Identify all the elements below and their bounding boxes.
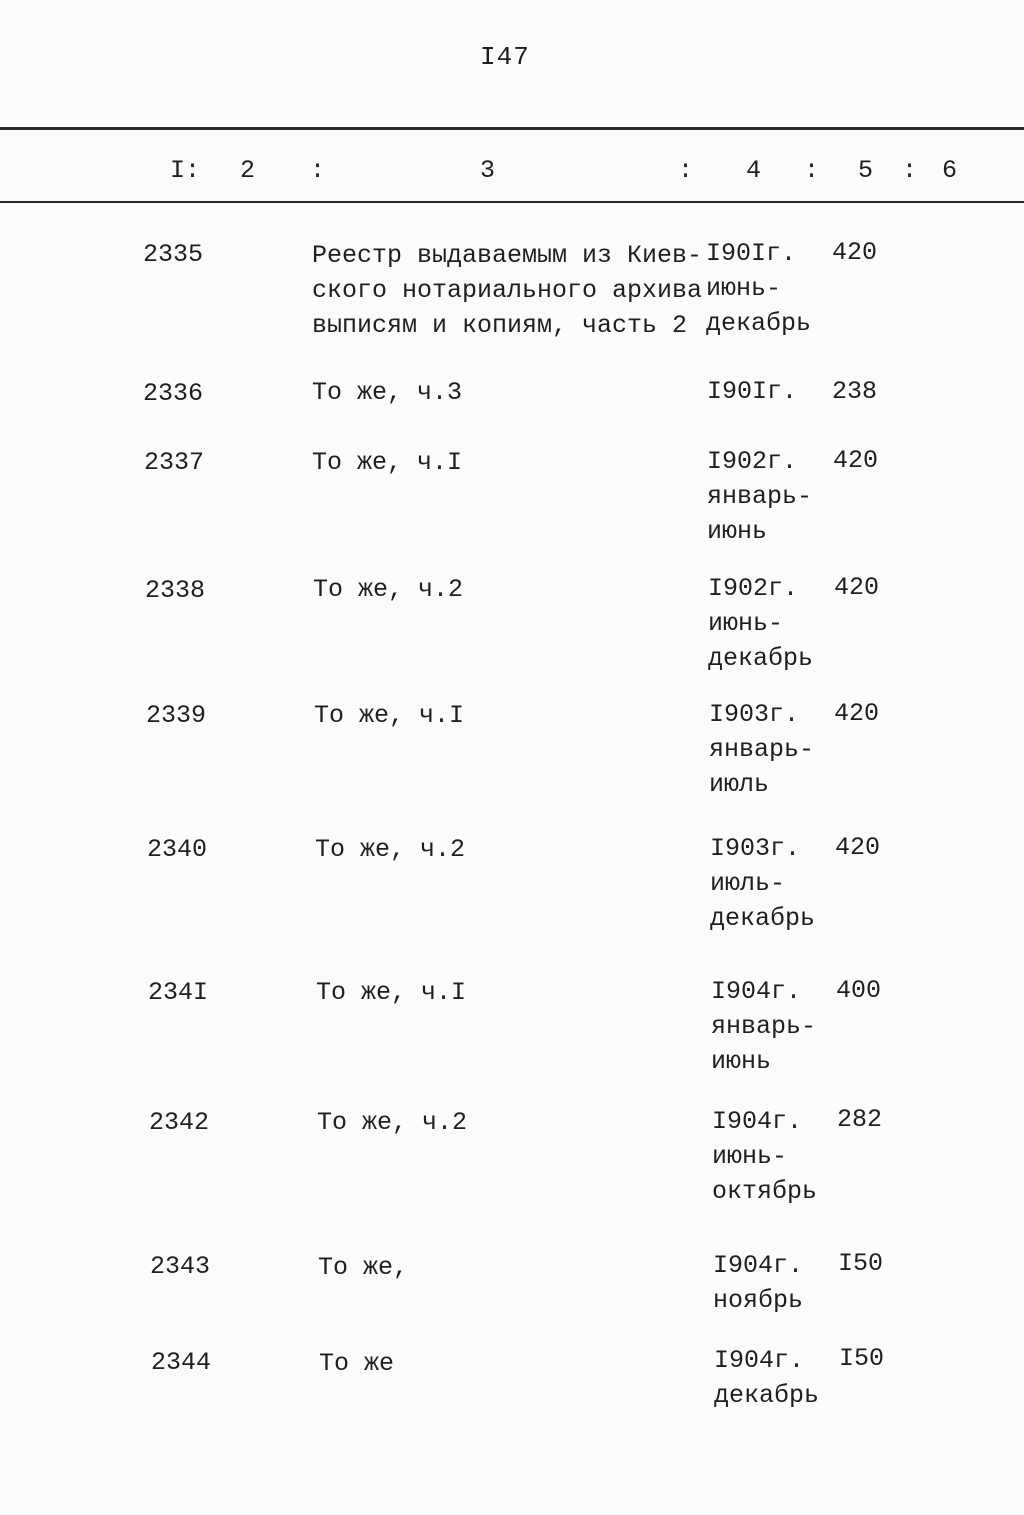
header-top-rule: [0, 127, 1024, 130]
header-col-1: I:: [170, 156, 201, 185]
header-col-6: 6: [942, 156, 958, 185]
header-separator: :: [804, 156, 820, 185]
row-sheets: I50: [839, 1344, 885, 1373]
row-sheets: I50: [838, 1249, 884, 1278]
row-number: 2343: [150, 1252, 211, 1281]
row-title: То же, ч.I: [316, 978, 467, 1007]
row-dates: I90Iг.: [707, 377, 798, 406]
header-col-3: 3: [480, 156, 496, 185]
row-sheets: 420: [834, 573, 880, 602]
header-col-4: 4: [746, 156, 762, 185]
row-dates: I904г. июнь- октябрь: [712, 1107, 818, 1206]
row-sheets: 420: [834, 699, 880, 728]
row-title: То же, ч.I: [314, 701, 465, 730]
row-dates: I903г. январь- июль: [709, 700, 815, 799]
row-title: То же, ч.3: [312, 378, 463, 407]
row-number: 2338: [145, 576, 206, 605]
row-number: 234I: [148, 978, 209, 1007]
header-col-2: 2: [240, 156, 256, 185]
page-number: I47: [480, 42, 530, 72]
row-title: То же, ч.I: [312, 448, 463, 477]
row-sheets: 420: [833, 446, 879, 475]
row-title: То же, ч.2: [313, 575, 464, 604]
row-number: 2339: [146, 701, 207, 730]
row-title: То же: [319, 1349, 395, 1378]
row-dates: I902г. январь- июнь: [707, 447, 813, 546]
header-bottom-rule: [0, 201, 1024, 203]
header-separator: :: [902, 156, 918, 185]
row-number: 2337: [144, 448, 205, 477]
row-dates: I904г. январь- июнь: [711, 977, 817, 1076]
row-title: То же, ч.2: [317, 1108, 468, 1137]
row-title: Реестр выдаваемым из Киев- ского нотариального архива выписям и копиям, часть 2: [312, 241, 703, 340]
row-dates: I904г. ноябрь: [713, 1251, 804, 1315]
header-separator: :: [678, 156, 694, 185]
row-number: 2344: [151, 1348, 212, 1377]
row-dates: I904г. декабрь: [714, 1346, 820, 1410]
row-title: То же, ч.2: [315, 835, 466, 864]
header-separator: :: [310, 156, 326, 185]
row-sheets: 238: [832, 377, 878, 406]
row-sheets: 420: [832, 238, 878, 267]
row-sheets: 400: [836, 976, 882, 1005]
row-number: 2342: [149, 1108, 210, 1137]
row-dates: I903г. июль- декабрь: [710, 834, 816, 933]
row-sheets: 420: [835, 833, 881, 862]
row-number: 2336: [143, 379, 204, 408]
row-dates: I902г. июнь- декабрь: [708, 574, 814, 673]
header-col-5: 5: [858, 156, 874, 185]
row-number: 2335: [143, 240, 204, 269]
row-title: То же,: [318, 1253, 409, 1282]
row-dates: I90Iг. июнь- декабрь: [706, 239, 812, 338]
row-sheets: 282: [837, 1105, 883, 1134]
row-number: 2340: [147, 835, 208, 864]
